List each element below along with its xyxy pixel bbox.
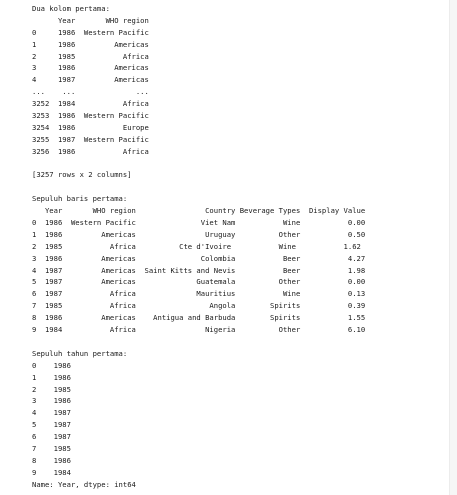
output-line: 3252 1984 Africa xyxy=(32,99,149,109)
vertical-scrollbar[interactable] xyxy=(449,0,457,495)
output-line: 7 1985 xyxy=(32,443,71,453)
output-line: [3257 rows x 2 columns] xyxy=(32,170,132,180)
output-line: 8 1986 xyxy=(32,455,71,465)
output-line: 4 1987 xyxy=(32,408,71,418)
output-line: 1 1986 xyxy=(32,372,71,382)
blank-line xyxy=(32,158,449,170)
output-line: 2 1985 Africa xyxy=(32,51,149,61)
output-line: 7 1985 Africa Angola Spirits 0.39 xyxy=(32,301,366,311)
output-line: ... ... ... xyxy=(32,87,149,97)
output-line: 0 1986 Western Pacific Viet Nam Wine 0.00 xyxy=(32,218,366,228)
output-line: Year WHO region xyxy=(32,15,149,25)
blank-line xyxy=(32,336,449,348)
output-line: Year WHO region Country Beverage Types Display Value xyxy=(32,206,366,216)
output-line: 2 1985 xyxy=(32,384,71,394)
output-line: Sepuluh baris pertama: xyxy=(32,194,128,204)
output-line: Name: Year, dtype: int64 xyxy=(32,479,136,489)
output-line: 2 1985 Africa Cte d'Ivoire Wine 1.62 xyxy=(32,241,361,251)
output-line: 1 1986 Americas Uruguay Other 0.50 xyxy=(32,229,366,239)
output-line: 4 1987 Americas xyxy=(32,75,149,85)
output-line: 5 1987 Americas Guatemala Other 0.00 xyxy=(32,277,366,287)
output-line: Sepuluh tahun pertama: xyxy=(32,348,128,358)
output-line: 3 1986 Americas Colombia Beer 4.27 xyxy=(32,253,366,263)
output-line: 3 1986 xyxy=(32,396,71,406)
output-line: 6 1987 xyxy=(32,432,71,442)
output-line: 0 1986 Western Pacific xyxy=(32,27,149,37)
output-line: 1 1986 Americas xyxy=(32,39,149,49)
output-line: Dua kolom pertama: xyxy=(32,4,110,13)
output-line: 9 1984 Africa Nigeria Other 6.10 xyxy=(32,325,366,335)
output-line: 9 1984 xyxy=(32,467,71,477)
output-line: 6 1987 Africa Mauritius Wine 0.13 xyxy=(32,289,366,299)
output-line: 3254 1986 Europe xyxy=(32,122,149,132)
output-line: 3255 1987 Western Pacific xyxy=(32,134,149,144)
blank-line xyxy=(32,181,449,193)
output-line: 3256 1986 Africa xyxy=(32,146,149,156)
output-line: 8 1986 Americas Antigua and Barbuda Spirits 1.55 xyxy=(32,313,366,323)
output-line: 5 1987 xyxy=(32,420,71,430)
output-line: 3253 1986 Western Pacific xyxy=(32,111,149,121)
output-line: 4 1987 Americas Saint Kitts and Nevis Beer 1.98 xyxy=(32,265,366,275)
output-line: 3 1986 Americas xyxy=(32,63,149,73)
output-line: 0 1986 xyxy=(32,360,71,370)
